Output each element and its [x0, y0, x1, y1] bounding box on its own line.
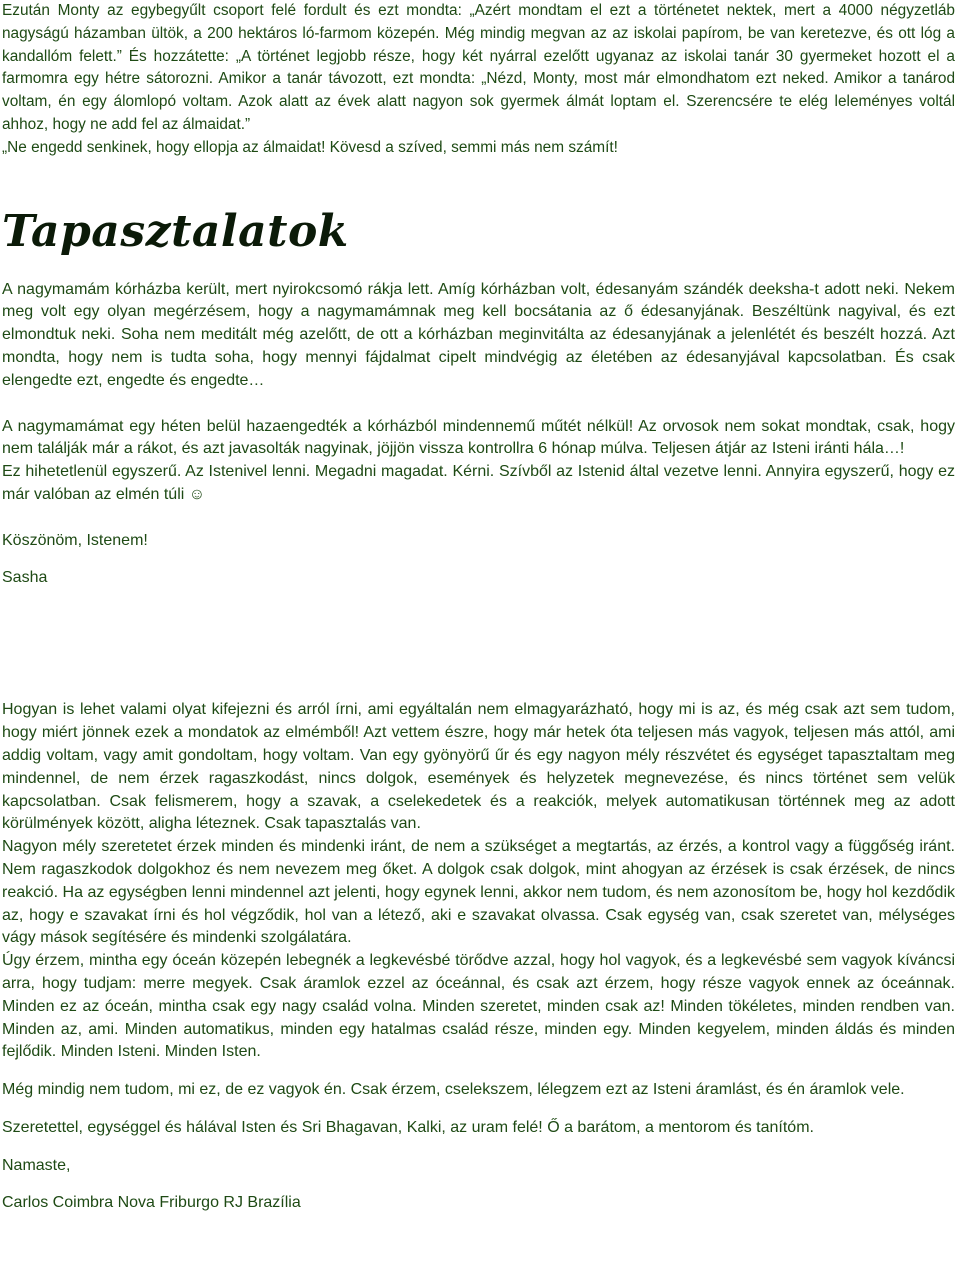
section-heading: Tapasztalatok — [2, 205, 349, 257]
testimony-paragraph-1: Hogyan is lehet valami olyat kifejezni és arról írni, ami egyáltalán nem elmagyarázható, hogy mi is az, és még csak azt sem tudom, hogy miért jönnek ezek a mondatok az elmémből! Azt vettem észre, hogy már hetek óta teljesen más vagyok, teljesen más attól, ami addig voltam, vagy amit gondoltam, hogy voltam. Van egy gyönyörű űr és egy nagyon mély részvétet és egységet tapasztaltam meg mindennel, de nem érzek ragaszkodást, nincs dolgok, események és helyzetek megnevezése, és nincs történet sem velük kapcsolatban. Csak felismerem, hogy a szavak, a cselekedetek és a reakciók, melyek automatikusan történnek meg az adott körülmények között, aligha léteznek. Csak tapasztalás van. — [2, 701, 955, 833]
testimony-signature: Carlos Coimbra Nova Friburgo RJ Brazília — [2, 1194, 301, 1212]
story-paragraph-2: A nagymamámat egy héten belül hazaengedték a kórházból mindennemű műtét nélkül! Az orvosok nem sokat mondtak, csak, hogy nem találják már a rákot, és azt javasolták nagyinak, jöjjön vissza kontrollra 6 hónap múlva. Teljesen átjár az Isteni iránti hála…! — [2, 417, 955, 458]
testimony-paragraph-2: Nagyon mély szeretetet érzek minden és mindenki iránt, de nem a szükséget a megtartás, az érzés, a kontrol vagy a függőség iránt. Nem ragaszkodok dolgokhoz és nem nevezem meg őket. A dolgok csak dolgok, mint ahogyan az érzések is csak érzések, de nincs reakció. Ha az egységben lenni mindennel azt jelenti, hogy egynek lenni, akkor nem tudom, és nem azonosítom be, hogy hol kezdődik az, hogy e szavakat írni és hol végződik, hol van a létező, aki e szavakat olvassa. Csak egység van, csak szeretet van, mélységes vágy mások segítésére és mindenki szolgálatára. — [2, 838, 955, 947]
testimony-paragraph-4: Még mindig nem tudom, mi ez, de ez vagyok én. Csak érzem, cselekszem, lélegzem ezt az Isteni áramlást, és én áramlok vele. — [2, 1081, 905, 1099]
document-page — [2, 0, 955, 1215]
intro-paragraph: Ezután Monty az egybegyűlt csoport felé fordult és ezt mondta: „Azért mondtam el ezt a történetet nektek, mert a 4000 négyzetláb nagyságú házamban ültök, a 200 hektáros ló-farmom közepén. Még mindig megvan az az iskolai papírom, be van keretezve, és ott lóg a kandallóm felett.” És hozzátette: „A történet legjobb része, hogy két nyárral ezelőtt ugyanaz az iskolai tanár 30 gyermeket hozott el a farmomra egy hétre sátorozni. Amikor a tanár távozott, ezt mondta: „Nézd, Monty, most már elmondhatom ezt neked. Amikor a tanárod voltam, én egy álomlopó voltam. Azok alatt az évek alatt nagyon sok gyermek álmát loptam el. Szerencsére te elég leleményes voltál ahhoz, hogy ne add fel az álmaidat.” — [2, 2, 955, 133]
intro-quote: „Ne engedd senkinek, hogy ellopja az álmaidat! Kövesd a szíved, semmi más nem számít! — [2, 138, 618, 156]
thanks-line: Köszönöm, Istenem! — [2, 531, 148, 549]
closing-line: Namaste, — [2, 1156, 71, 1174]
story-paragraph-3: Ez hihetetlenül egyszerű. Az Istenivel lenni. Megadni magadat. Kérni. Szívből az Istenid által vezetve lenni. Annyira egyszerű, hogy ez már valóban az elmén túli ☺ — [2, 463, 955, 503]
testimony-paragraph-5: Szeretettel, egységgel és hálával Isten és Sri Bhagavan, Kalki, az uram felé! Ő a barátom, a mentorom és tanítóm. — [2, 1118, 814, 1136]
story-paragraph-1: A nagymamám kórházba került, mert nyirokcsomó rákja lett. Amíg kórházban volt, édesanyám szándék deeksha-t adott neki. Nekem meg volt egy olyan megérzésem, hogy a nagymamámnak meg kell bocsátania az ő édesanyjának. Beszéltünk nagyival, és ezt elmondtuk neki. Soha nem meditált még azelőtt, de ott a kórházban meginvitálta az édesanyjának a jelenlétét és beszélt hozzá. Azt mondta, hogy nem is tudta soha, hogy mennyi fájdalmat cipelt mindvégig az életében az édesanyjával kapcsolatban. És csak elengedte ezt, engedte és engedte… — [2, 280, 955, 389]
story-signature: Sasha — [2, 568, 48, 586]
testimony-paragraph-3: Úgy érzem, mintha egy óceán közepén lebegnék a legkevésbé törődve azzal, hogy hol vagyok, és a legkevésbé sem vagyok kíváncsi arra, hogy tudjam: merre megyek. Csak áramlok ezzel az óceánnal, és csak azt érzem, hogy része vagyok ennek az óceánnak. Minden ez az óceán, mintha csak egy nagy család volna. Minden szeretet, minden csak az! Minden tökéletes, minden rendben van. Minden az, ami. Minden automatikus, minden egy hatalmas család része, minden egy. Minden kegyelem, minden áldás és minden fejlődik. Minden Isteni. Minden Isten. — [2, 952, 955, 1061]
